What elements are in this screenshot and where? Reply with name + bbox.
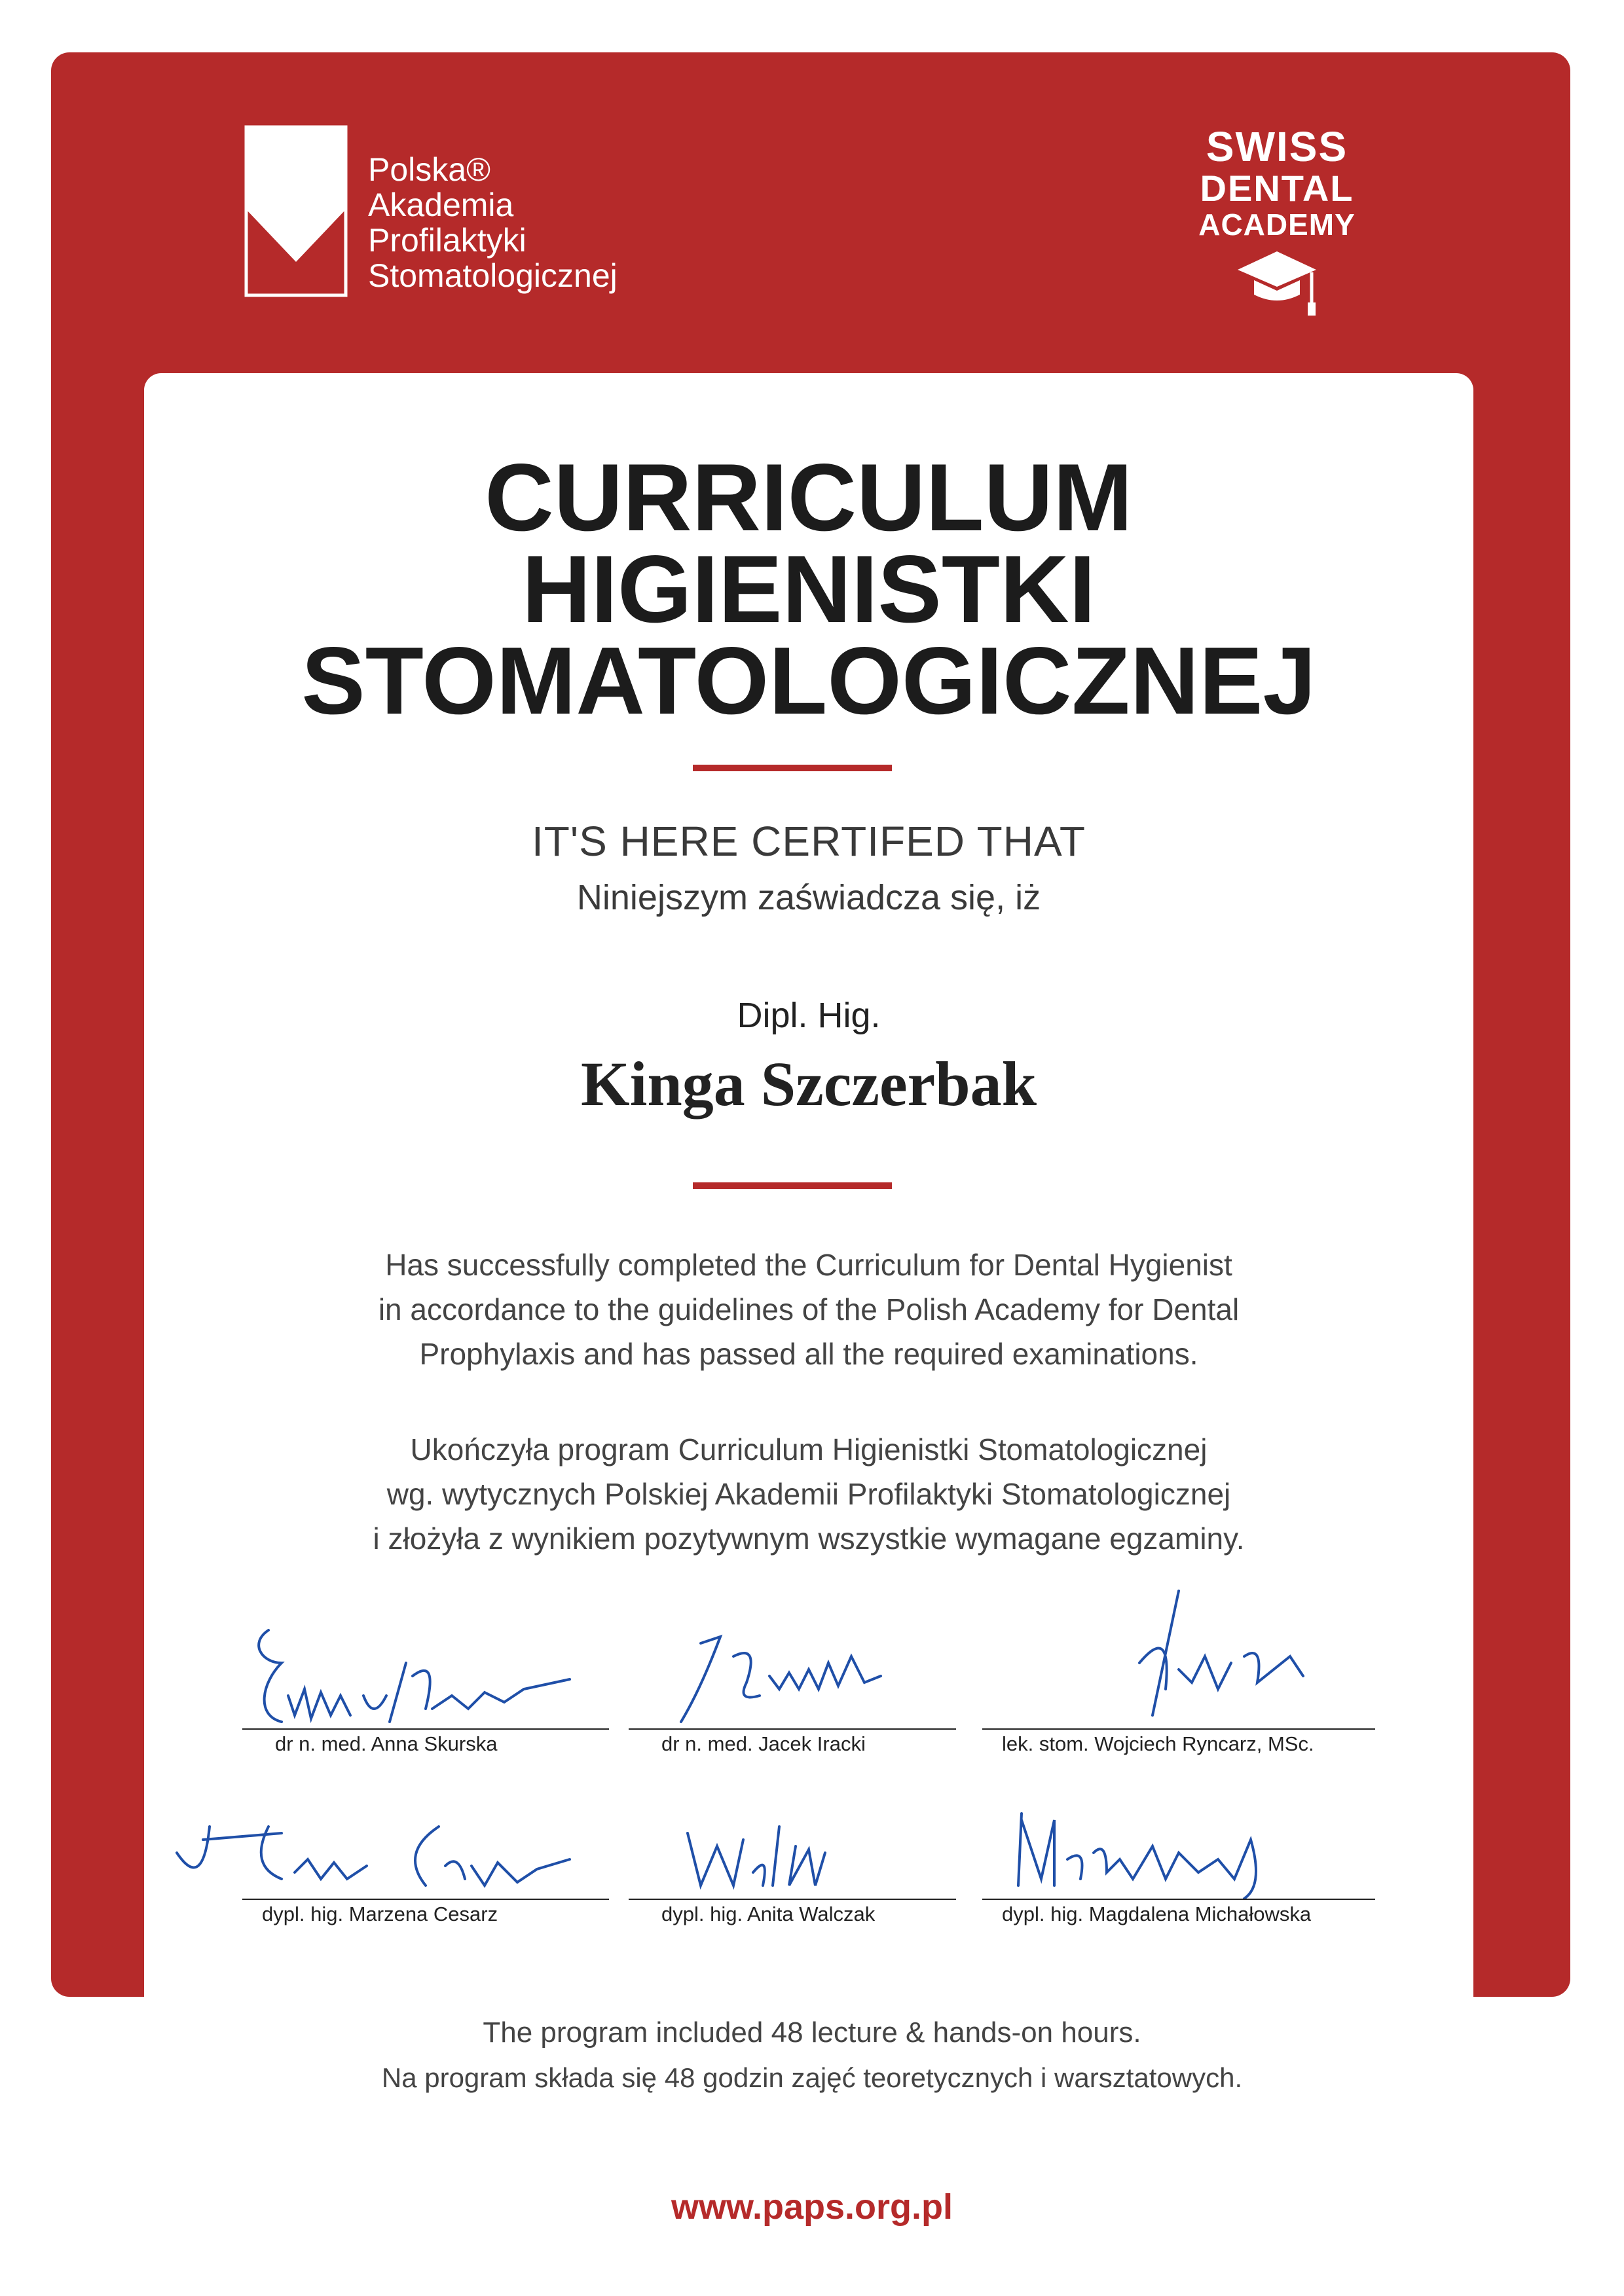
recipient-name: Kinga Szczerbak <box>581 1049 1037 1119</box>
signature-label-5: dypl. hig. Anita Walczak <box>661 1903 876 1925</box>
body-pl-line-1: Ukończyła program Curriculum Higienistki Stomatologicznej <box>410 1432 1208 1467</box>
signature-label-3: lek. stom. Wojciech Ryncarz, MSc. <box>1002 1732 1314 1755</box>
signature-block <box>982 1787 1375 1925</box>
title-divider <box>693 765 892 771</box>
paps-line-1: Polska® <box>368 151 490 188</box>
handwritten-signature <box>982 1787 1375 1905</box>
body-pl-line-3: i złożyła z wynikiem pozytywnym wszystkie wymagane egzaminy. <box>373 1522 1245 1556</box>
signature-label-2: dr n. med. Jacek Iracki <box>661 1732 866 1755</box>
certified-text-en: IT'S HERE CERTIFED THAT <box>532 818 1086 865</box>
signature-line <box>982 1728 1375 1730</box>
graduation-cap-icon <box>1234 246 1320 318</box>
signature-line <box>242 1899 609 1900</box>
swiss-line-1: SWISS <box>1206 123 1348 170</box>
swiss-line-3: ACADEMY <box>1198 208 1356 242</box>
website-url: www.paps.org.pl <box>671 2187 953 2227</box>
footer-hours-pl: Na program składa się 48 godzin zajęć teoretycznych i warsztatowych. <box>381 2062 1243 2093</box>
paps-line-4: Stomatologicznej <box>368 257 618 294</box>
signature-block <box>629 1787 956 1925</box>
paps-line-2: Akademia <box>368 187 514 223</box>
handwritten-signature <box>982 1584 1375 1735</box>
signature-block <box>629 1617 956 1755</box>
paps-logo-mark-icon <box>244 124 348 298</box>
swiss-line-2: DENTAL <box>1200 168 1354 209</box>
paps-logo <box>244 124 702 308</box>
body-en-line-1: Has successfully completed the Curriculum for Dental Hygienist <box>385 1248 1232 1282</box>
name-divider <box>693 1182 892 1189</box>
handwritten-signature <box>629 1787 956 1905</box>
signature-label-1: dr n. med. Anna Skurska <box>275 1732 498 1755</box>
signature-line <box>982 1899 1375 1900</box>
title-line-3: STOMATOLOGICZNEJ <box>301 627 1316 734</box>
signature-line <box>242 1728 609 1730</box>
signature-label-4: dypl. hig. Marzena Cesarz <box>262 1903 498 1925</box>
signature-label-6: dypl. hig. Magdalena Michałowska <box>1002 1903 1312 1925</box>
body-en-line-3: Prophylaxis and has passed all the required examinations. <box>419 1337 1198 1371</box>
handwritten-signature <box>242 1617 609 1735</box>
certificate-title <box>144 444 1473 734</box>
body-en-line-2: in accordance to the guidelines of the Polish Academy for Dental <box>378 1292 1240 1326</box>
handwritten-signature <box>242 1787 609 1905</box>
signature-block <box>242 1617 609 1755</box>
body-text-en <box>144 1243 1473 1376</box>
title-line-1: CURRICULUM <box>485 444 1133 551</box>
recipient-title: Dipl. Hig. <box>737 996 881 1035</box>
title-line-2: HIGIENISTKI <box>521 536 1096 642</box>
body-pl-line-2: wg. wytycznych Polskiej Akademii Profilaktyki Stomatologicznej <box>386 1477 1231 1511</box>
body-text-pl <box>144 1427 1473 1561</box>
signature-block <box>242 1787 609 1925</box>
certified-text-pl: Niniejszym zaświadcza się, iż <box>576 878 1041 917</box>
signature-block <box>982 1584 1375 1755</box>
footer-hours-en: The program included 48 lecture & hands-on hours. <box>483 2016 1141 2049</box>
signature-line <box>629 1728 956 1730</box>
handwritten-signature <box>629 1617 956 1735</box>
signature-line <box>629 1899 956 1900</box>
paps-line-3: Profilaktyki <box>368 222 526 259</box>
swiss-dental-academy-logo <box>1172 124 1382 318</box>
paps-logo-text <box>368 152 618 293</box>
